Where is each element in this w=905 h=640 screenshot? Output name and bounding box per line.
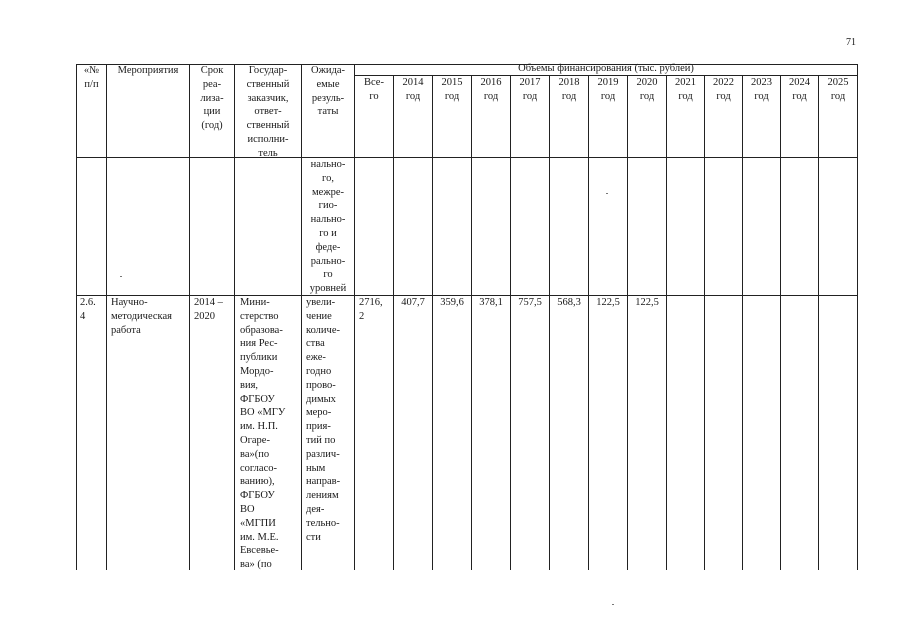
row-value: 568,3 bbox=[557, 297, 581, 308]
col-border-15 bbox=[742, 75, 743, 570]
header-year: 2018 год bbox=[558, 77, 580, 102]
col-border-6 bbox=[393, 75, 394, 570]
row-value: 122,5 bbox=[635, 297, 659, 308]
row-value: 757,5 bbox=[518, 297, 542, 308]
col-border-4 bbox=[301, 64, 302, 570]
header-financing: Объемы финансирования (тыс. рублей) bbox=[518, 63, 694, 74]
header-year: 2016 год bbox=[480, 77, 502, 102]
row-value: 407,7 bbox=[401, 297, 425, 308]
col-border-12 bbox=[627, 75, 628, 570]
row-num: 2.6. 4 bbox=[80, 297, 96, 322]
row-customer: Мини- стерство образова- ния Рес- публики Мордо- вия, ФГБОУ ВО «МГУ им. Н.П. Огаре- ва»(по согласо- ванию), ФГБОУ ВО «МГПИ им. М.Е. Евсевье- ва» (по bbox=[240, 297, 286, 571]
header-num: «№ п/п bbox=[83, 65, 100, 90]
scan-speck bbox=[606, 193, 608, 194]
header-year: 2022 год bbox=[713, 77, 734, 102]
header-year: 2014 год bbox=[402, 77, 424, 102]
col-border-5 bbox=[354, 64, 355, 570]
col-border-13 bbox=[666, 75, 667, 570]
header-events: Мероприятия bbox=[117, 65, 179, 76]
col-border-14 bbox=[704, 75, 705, 570]
header-year: 2021 год bbox=[675, 77, 696, 102]
header-bottom-line bbox=[76, 157, 857, 158]
row-term: 2014 – 2020 bbox=[194, 297, 223, 322]
header-year: 2015 год bbox=[441, 77, 463, 102]
continuation-expected-results: нально- го, межре- гио- нально- го и феде- рально- го уровней bbox=[309, 159, 347, 295]
row-value: 122,5 bbox=[596, 297, 620, 308]
header-year: 2019 год bbox=[597, 77, 619, 102]
col-border-10 bbox=[549, 75, 550, 570]
col-border-17 bbox=[818, 75, 819, 570]
page-number: 71 bbox=[846, 37, 856, 48]
col-border-16 bbox=[780, 75, 781, 570]
header-year: 2020 год bbox=[636, 77, 658, 102]
col-border-8 bbox=[471, 75, 472, 570]
scan-speck bbox=[120, 276, 122, 277]
header-year: 2017 год bbox=[519, 77, 541, 102]
header-term: Срок реа- лиза- ции (год) bbox=[200, 65, 224, 132]
col-border-1 bbox=[106, 64, 107, 570]
header-year: 2025 год bbox=[827, 77, 849, 102]
row-expected: увели- чение количе- ства еже- годно прово- димых меро- прия- тий по различ- ным направ- лениям дея- тельно- сти bbox=[306, 297, 341, 543]
col-border-11 bbox=[588, 75, 589, 570]
header-year: 2023 год bbox=[751, 77, 772, 102]
row-events: Научно- методическая работа bbox=[111, 297, 172, 336]
header-customer: Государ- ственный заказчик, ответ- ственный исполни- тель bbox=[246, 65, 290, 159]
header-year: 2024 год bbox=[789, 77, 810, 102]
scan-speck bbox=[612, 604, 614, 605]
col-border-7 bbox=[432, 75, 433, 570]
row-total: 2716, 2 bbox=[359, 297, 383, 322]
col-border-18 bbox=[857, 64, 858, 570]
row-value: 359,6 bbox=[440, 297, 464, 308]
row-value: 378,1 bbox=[479, 297, 503, 308]
header-expected: Ожида- емые резуль- таты bbox=[311, 65, 345, 118]
col-border-9 bbox=[510, 75, 511, 570]
col-border-0 bbox=[76, 64, 77, 570]
col-border-2 bbox=[189, 64, 190, 570]
header-total: Все- го bbox=[364, 77, 384, 102]
